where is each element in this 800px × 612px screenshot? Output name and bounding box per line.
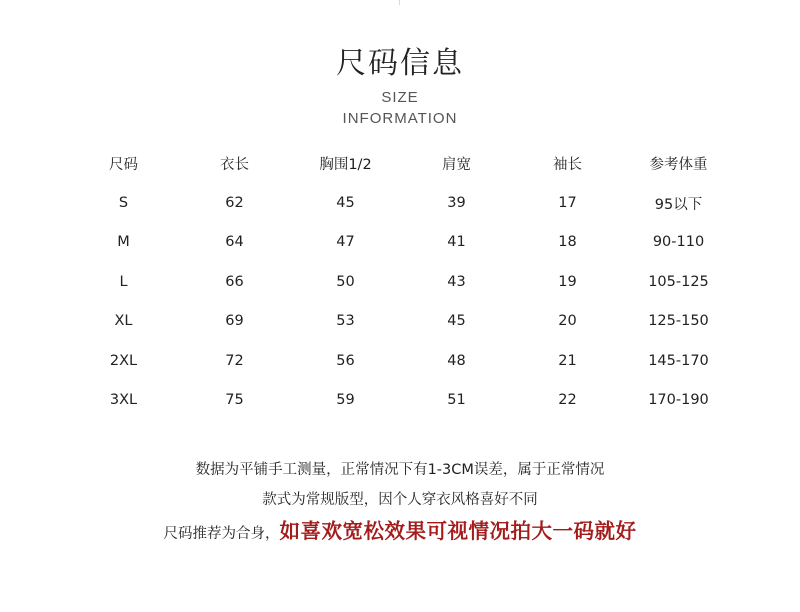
header-length: 衣长 bbox=[220, 157, 249, 174]
cell-weight: 90-110 bbox=[652, 234, 705, 251]
header-sleeve: 袖长 bbox=[553, 157, 582, 174]
cell-length: 64 bbox=[225, 234, 244, 251]
cell-shoulder: 41 bbox=[447, 234, 466, 251]
cell-sleeve: 17 bbox=[558, 195, 577, 212]
cell-size: 2XL bbox=[109, 352, 138, 369]
cell-size: M bbox=[117, 234, 130, 251]
recommendation-prefix: 尺码推荐为合身， bbox=[163, 526, 280, 542]
page-title: 尺码信息 bbox=[336, 46, 464, 81]
cell-length: 66 bbox=[225, 273, 244, 290]
subtitle-information: INFORMATION bbox=[342, 110, 458, 127]
cell-shoulder: 39 bbox=[447, 195, 466, 212]
top-divider-tick bbox=[399, 0, 400, 5]
header-size: 尺码 bbox=[109, 157, 138, 174]
table-row bbox=[68, 380, 734, 419]
cell-size: S bbox=[118, 195, 129, 212]
cell-chest: 45 bbox=[336, 195, 355, 212]
table-row bbox=[68, 341, 734, 380]
subtitle-size: SIZE bbox=[381, 89, 419, 106]
header-chest: 胸围1/2 bbox=[319, 157, 372, 174]
table-header-row bbox=[68, 144, 734, 183]
table-row bbox=[68, 183, 734, 222]
recommendation-highlight: 如喜欢宽松效果可视情况拍大一码就好 bbox=[279, 519, 637, 543]
cell-weight: 145-170 bbox=[648, 352, 709, 369]
table-row bbox=[68, 302, 734, 341]
cell-sleeve: 18 bbox=[558, 234, 577, 251]
size-recommendation-note bbox=[0, 514, 800, 544]
cell-size: XL bbox=[114, 313, 133, 330]
cell-chest: 59 bbox=[336, 392, 355, 409]
cell-chest: 47 bbox=[336, 234, 355, 251]
cell-length: 69 bbox=[225, 313, 244, 330]
cell-weight: 170-190 bbox=[648, 392, 709, 409]
table-row bbox=[68, 223, 734, 262]
cell-chest: 56 bbox=[336, 352, 355, 369]
header-weight: 参考体重 bbox=[649, 157, 708, 174]
cell-shoulder: 45 bbox=[447, 313, 466, 330]
cell-weight: 125-150 bbox=[648, 313, 709, 330]
cell-weight: 105-125 bbox=[648, 273, 709, 290]
cell-length: 75 bbox=[225, 392, 244, 409]
measurement-note: 数据为平铺手工测量，正常情况下有1-3CM误差，属于正常情况 bbox=[195, 462, 605, 478]
table-row bbox=[68, 262, 734, 301]
cell-sleeve: 20 bbox=[558, 313, 577, 330]
cell-weight: 95以下 bbox=[654, 196, 703, 213]
cell-size: 3XL bbox=[109, 392, 138, 409]
cell-sleeve: 21 bbox=[558, 352, 577, 369]
fit-style-note: 款式为常规版型，因个人穿衣风格喜好不同 bbox=[262, 492, 538, 508]
cell-sleeve: 22 bbox=[558, 392, 577, 409]
cell-chest: 50 bbox=[336, 273, 355, 290]
cell-shoulder: 51 bbox=[447, 392, 466, 409]
cell-shoulder: 43 bbox=[447, 273, 466, 290]
size-table bbox=[68, 144, 734, 420]
cell-length: 72 bbox=[225, 352, 244, 369]
cell-length: 62 bbox=[225, 195, 244, 212]
header-shoulder: 肩宽 bbox=[442, 157, 471, 174]
cell-chest: 53 bbox=[336, 313, 355, 330]
cell-size: L bbox=[119, 273, 128, 290]
cell-shoulder: 48 bbox=[447, 352, 466, 369]
cell-sleeve: 19 bbox=[558, 273, 577, 290]
